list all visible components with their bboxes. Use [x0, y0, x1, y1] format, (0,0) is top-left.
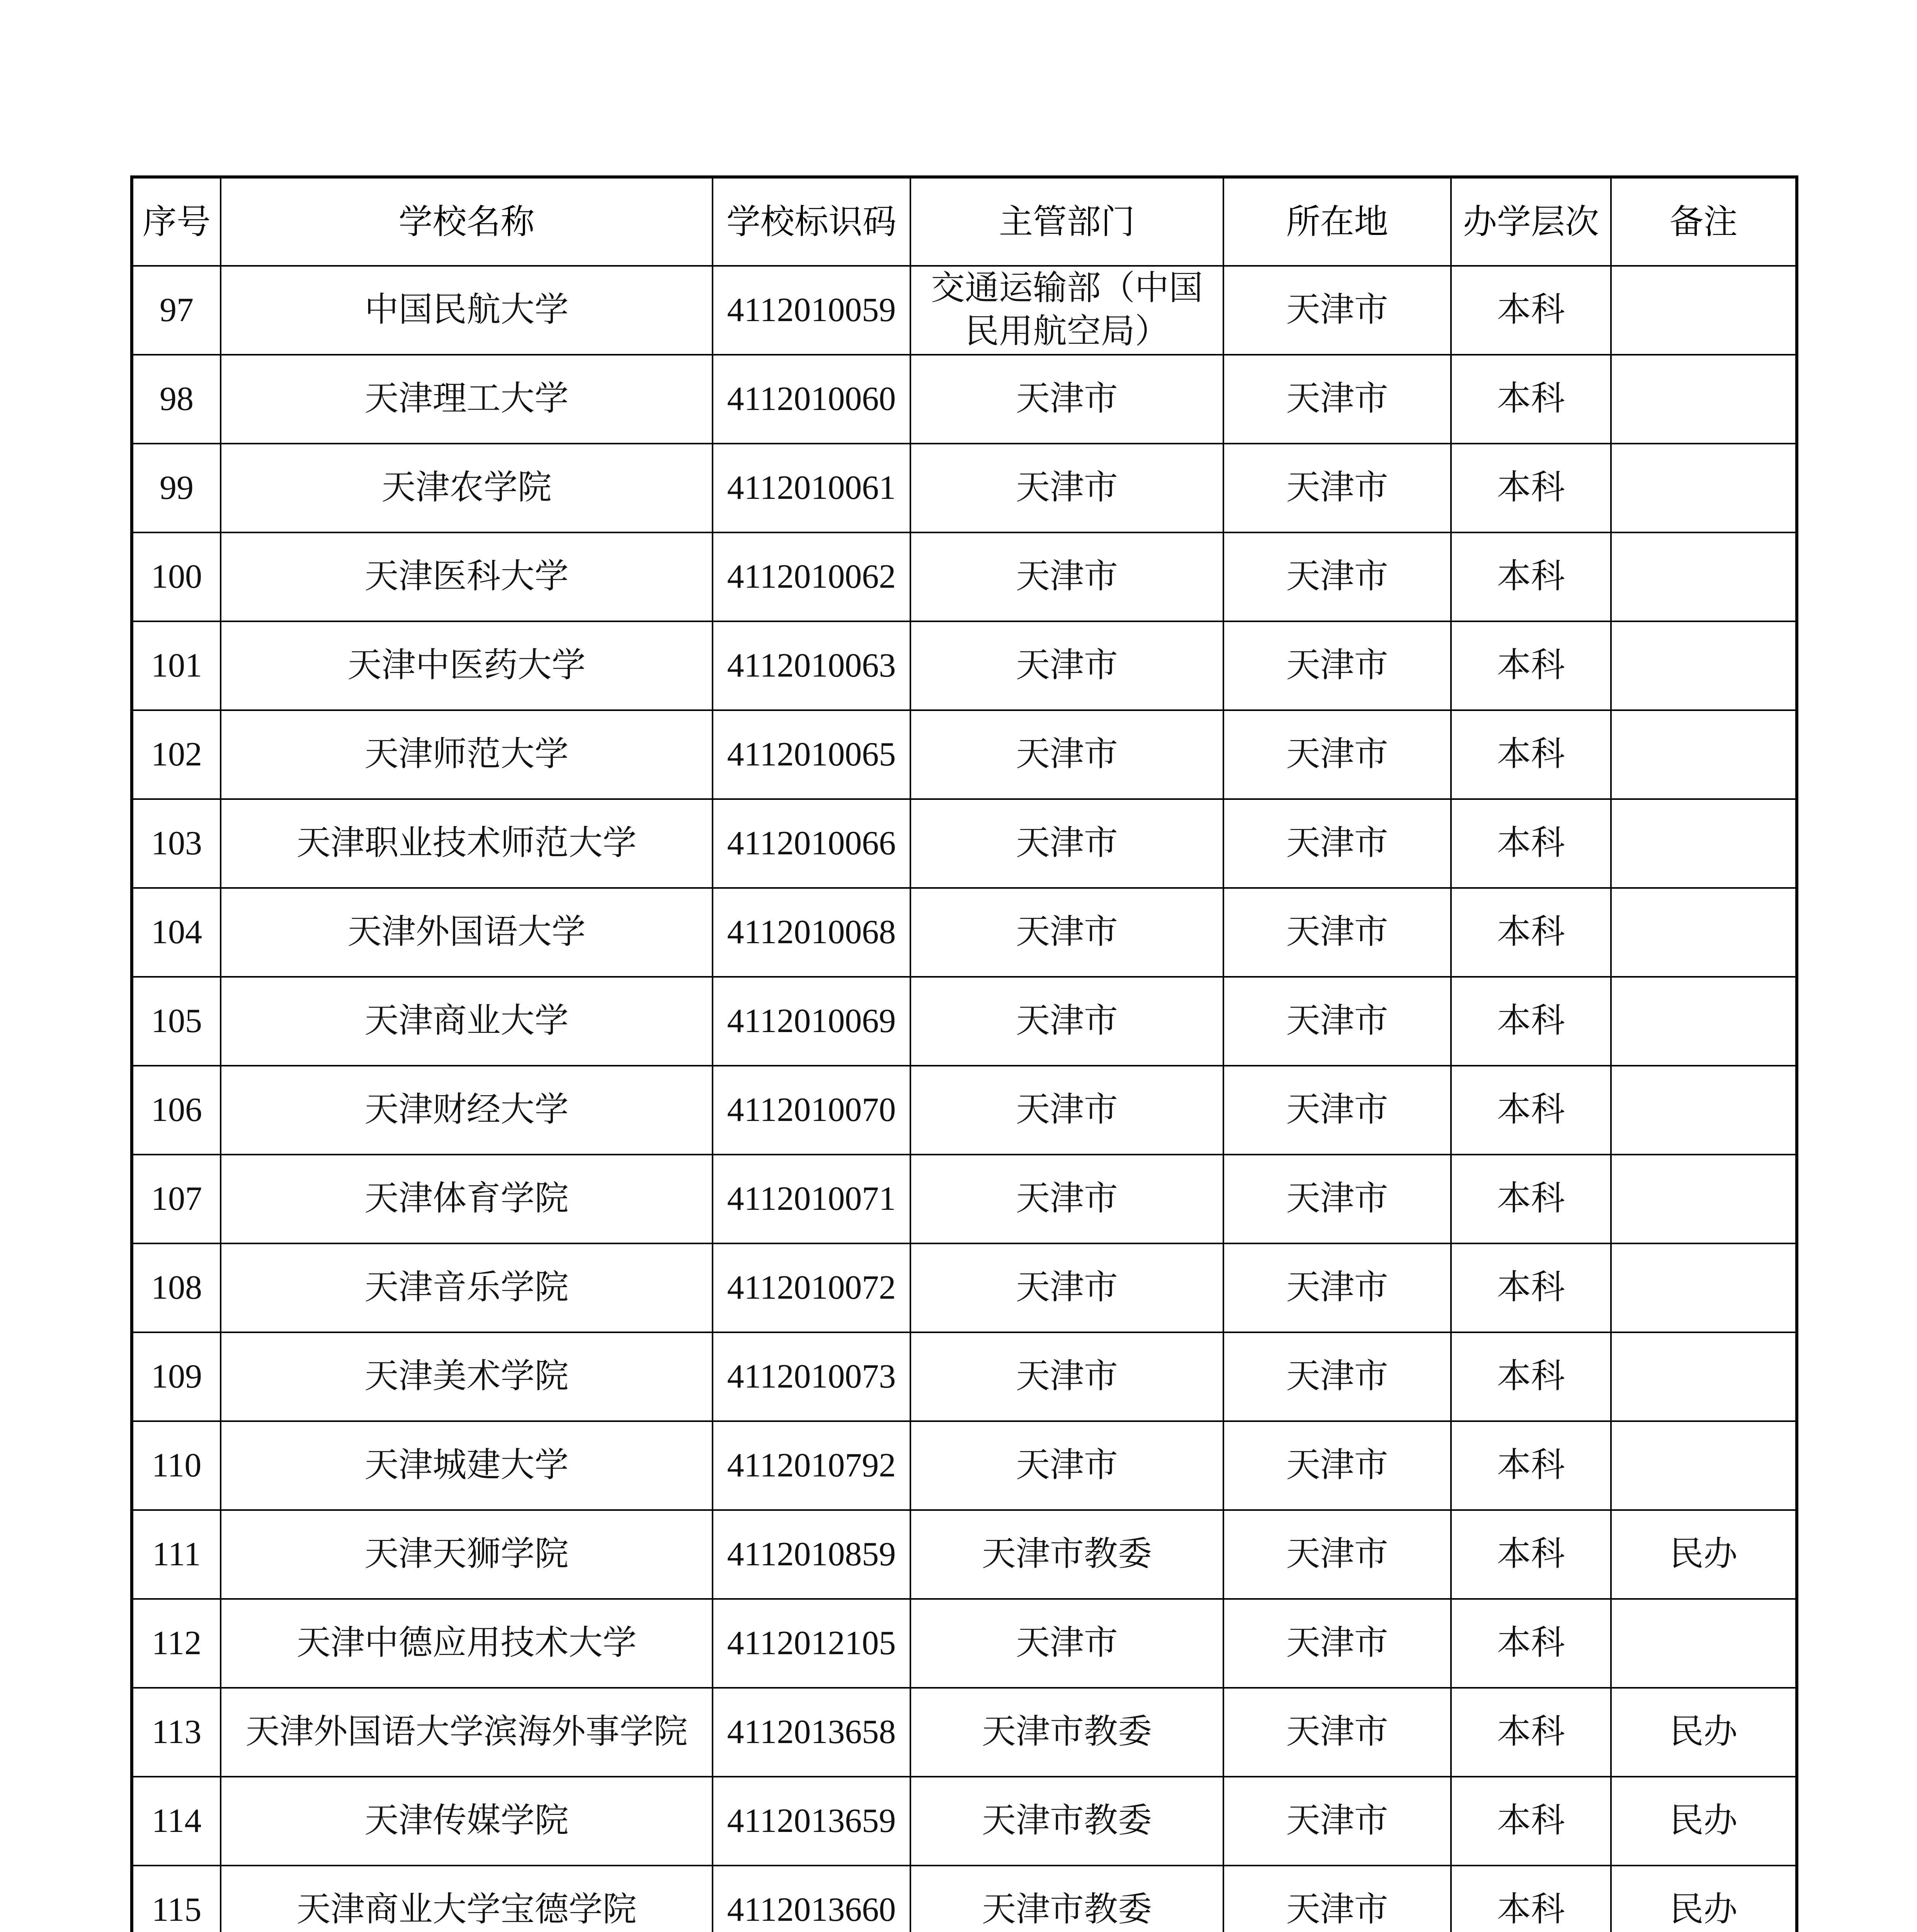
table-row: [132, 1510, 1797, 1599]
schools-table: [130, 175, 1798, 1932]
cell-authority: 天津市: [910, 977, 1223, 1066]
cell-school-name: 天津师范大学: [221, 710, 713, 799]
table-row: [132, 1066, 1797, 1155]
cell-school-code: 4112013658: [713, 1688, 910, 1777]
cell-authority: 天津市: [910, 799, 1223, 888]
table-row: [132, 1688, 1797, 1777]
cell-level: 本科: [1451, 710, 1611, 799]
column-header-note: 备注: [1611, 177, 1797, 266]
table-row: [132, 799, 1797, 888]
cell-note: [1611, 799, 1797, 888]
cell-level: 本科: [1451, 266, 1611, 355]
table-row: [132, 621, 1797, 710]
cell-seq: 98: [132, 355, 221, 444]
cell-note: [1611, 1066, 1797, 1155]
cell-seq: 104: [132, 888, 221, 977]
cell-school-name: 天津中德应用技术大学: [221, 1599, 713, 1688]
cell-level: 本科: [1451, 532, 1611, 621]
cell-level: 本科: [1451, 1866, 1611, 1932]
cell-school-code: 4112010073: [713, 1332, 910, 1421]
table-header-row: [132, 177, 1797, 266]
cell-authority: [910, 266, 1223, 355]
cell-seq: 110: [132, 1421, 221, 1510]
cell-authority: 天津市教委: [910, 1777, 1223, 1866]
cell-location: 天津市: [1223, 266, 1451, 355]
cell-note: [1611, 977, 1797, 1066]
cell-authority: 天津市: [910, 710, 1223, 799]
cell-school-name: 天津中医药大学: [221, 621, 713, 710]
cell-note: [1611, 888, 1797, 977]
cell-level: 本科: [1451, 444, 1611, 532]
cell-seq: 99: [132, 444, 221, 532]
table-row: [132, 1155, 1797, 1243]
cell-school-code: 4112010792: [713, 1421, 910, 1510]
cell-level: 本科: [1451, 1421, 1611, 1510]
cell-note: [1611, 444, 1797, 532]
cell-school-code: 4112013660: [713, 1866, 910, 1932]
cell-authority-text: 交通运输部（中国民用航空局）: [930, 270, 1203, 350]
cell-level: 本科: [1451, 1332, 1611, 1421]
table-row: [132, 710, 1797, 799]
cell-seq: 106: [132, 1066, 221, 1155]
cell-note: [1611, 1243, 1797, 1332]
cell-school-code: 4112010072: [713, 1243, 910, 1332]
cell-school-code: 4112010065: [713, 710, 910, 799]
cell-location: 天津市: [1223, 1155, 1451, 1243]
cell-school-name: 天津体育学院: [221, 1155, 713, 1243]
cell-note: [1611, 266, 1797, 355]
cell-school-name: 天津农学院: [221, 444, 713, 532]
table-row: [132, 977, 1797, 1066]
cell-level: 本科: [1451, 1155, 1611, 1243]
cell-level: 本科: [1451, 1599, 1611, 1688]
cell-location: 天津市: [1223, 1510, 1451, 1599]
cell-note: [1611, 532, 1797, 621]
table-row: [132, 1421, 1797, 1510]
cell-school-code: 4112010071: [713, 1155, 910, 1243]
cell-seq: 115: [132, 1866, 221, 1932]
column-header-authority: 主管部门: [910, 177, 1223, 266]
cell-school-name: 天津商业大学: [221, 977, 713, 1066]
cell-seq: 102: [132, 710, 221, 799]
cell-location: 天津市: [1223, 799, 1451, 888]
cell-school-code: 4112010059: [713, 266, 910, 355]
cell-level: 本科: [1451, 1510, 1611, 1599]
cell-level: 本科: [1451, 799, 1611, 888]
cell-authority: 天津市: [910, 1332, 1223, 1421]
cell-location: 天津市: [1223, 355, 1451, 444]
cell-location: 天津市: [1223, 621, 1451, 710]
table-row: [132, 888, 1797, 977]
cell-note: [1611, 1599, 1797, 1688]
cell-seq: 113: [132, 1688, 221, 1777]
cell-note: [1611, 1332, 1797, 1421]
cell-school-code: 4112010066: [713, 799, 910, 888]
cell-school-code: 4112010063: [713, 621, 910, 710]
cell-note: [1611, 1155, 1797, 1243]
cell-level: 本科: [1451, 1066, 1611, 1155]
cell-school-name: 天津职业技术师范大学: [221, 799, 713, 888]
cell-level: 本科: [1451, 977, 1611, 1066]
cell-seq: 103: [132, 799, 221, 888]
cell-seq: 112: [132, 1599, 221, 1688]
cell-authority: 天津市: [910, 1066, 1223, 1155]
table-row: [132, 355, 1797, 444]
table-row: [132, 266, 1797, 355]
cell-school-code: 4112010070: [713, 1066, 910, 1155]
cell-school-code: 4112010061: [713, 444, 910, 532]
cell-seq: 105: [132, 977, 221, 1066]
cell-level: 本科: [1451, 888, 1611, 977]
cell-note: 民办: [1611, 1510, 1797, 1599]
cell-note: [1611, 621, 1797, 710]
table-row: [132, 444, 1797, 532]
cell-authority: 天津市: [910, 1599, 1223, 1688]
cell-seq: 100: [132, 532, 221, 621]
cell-school-name: 天津医科大学: [221, 532, 713, 621]
cell-level: 本科: [1451, 621, 1611, 710]
column-header-school-code: 学校标识码: [713, 177, 910, 266]
cell-school-code: 4112010060: [713, 355, 910, 444]
cell-authority: 天津市教委: [910, 1688, 1223, 1777]
cell-note: 民办: [1611, 1688, 1797, 1777]
cell-seq: 107: [132, 1155, 221, 1243]
cell-school-code: 4112010062: [713, 532, 910, 621]
cell-school-name: 天津美术学院: [221, 1332, 713, 1421]
cell-school-code: 4112010859: [713, 1510, 910, 1599]
cell-school-name: 天津外国语大学滨海外事学院: [221, 1688, 713, 1777]
cell-school-name: 天津外国语大学: [221, 888, 713, 977]
cell-seq: 97: [132, 266, 221, 355]
cell-authority: 天津市: [910, 532, 1223, 621]
cell-seq: 101: [132, 621, 221, 710]
cell-location: 天津市: [1223, 1599, 1451, 1688]
cell-authority: 天津市: [910, 1243, 1223, 1332]
cell-school-code: 4112012105: [713, 1599, 910, 1688]
cell-authority: 天津市教委: [910, 1866, 1223, 1932]
cell-note: 民办: [1611, 1866, 1797, 1932]
table-row: [132, 1243, 1797, 1332]
cell-authority: 天津市: [910, 1421, 1223, 1510]
cell-authority: 天津市: [910, 1155, 1223, 1243]
table-row: [132, 1599, 1797, 1688]
cell-school-name: 天津商业大学宝德学院: [221, 1866, 713, 1932]
cell-location: 天津市: [1223, 1688, 1451, 1777]
cell-seq: 109: [132, 1332, 221, 1421]
cell-school-code: 4112010069: [713, 977, 910, 1066]
table-row: [132, 532, 1797, 621]
cell-authority: 天津市: [910, 621, 1223, 710]
cell-seq: 108: [132, 1243, 221, 1332]
cell-school-name: 天津天狮学院: [221, 1510, 713, 1599]
cell-authority: 天津市教委: [910, 1510, 1223, 1599]
cell-authority: 天津市: [910, 444, 1223, 532]
table-row: [132, 1777, 1797, 1866]
cell-school-code: 4112013659: [713, 1777, 910, 1866]
cell-school-name: 天津理工大学: [221, 355, 713, 444]
cell-location: 天津市: [1223, 1243, 1451, 1332]
cell-school-name: 天津城建大学: [221, 1421, 713, 1510]
cell-note: [1611, 710, 1797, 799]
cell-level: 本科: [1451, 1243, 1611, 1332]
column-header-location: 所在地: [1223, 177, 1451, 266]
column-header-seq: 序号: [132, 177, 221, 266]
cell-location: 天津市: [1223, 888, 1451, 977]
table-row: [132, 1332, 1797, 1421]
cell-location: 天津市: [1223, 1332, 1451, 1421]
cell-school-name: 天津财经大学: [221, 1066, 713, 1155]
cell-school-code: 4112010068: [713, 888, 910, 977]
cell-level: 本科: [1451, 355, 1611, 444]
table-row: [132, 1866, 1797, 1932]
cell-location: 天津市: [1223, 977, 1451, 1066]
cell-seq: 114: [132, 1777, 221, 1866]
cell-school-name: 中国民航大学: [221, 266, 713, 355]
cell-location: 天津市: [1223, 710, 1451, 799]
cell-note: [1611, 355, 1797, 444]
cell-level: 本科: [1451, 1688, 1611, 1777]
cell-school-name: 天津传媒学院: [221, 1777, 713, 1866]
cell-location: 天津市: [1223, 532, 1451, 621]
cell-seq: 111: [132, 1510, 221, 1599]
cell-location: 天津市: [1223, 1066, 1451, 1155]
cell-location: 天津市: [1223, 1777, 1451, 1866]
cell-level: 本科: [1451, 1777, 1611, 1866]
cell-location: 天津市: [1223, 444, 1451, 532]
cell-location: 天津市: [1223, 1866, 1451, 1932]
cell-location: 天津市: [1223, 1421, 1451, 1510]
cell-school-name: 天津音乐学院: [221, 1243, 713, 1332]
cell-authority: 天津市: [910, 355, 1223, 444]
cell-note: [1611, 1421, 1797, 1510]
column-header-level: 办学层次: [1451, 177, 1611, 266]
cell-note: 民办: [1611, 1777, 1797, 1866]
cell-authority: 天津市: [910, 888, 1223, 977]
column-header-school-name: 学校名称: [221, 177, 713, 266]
